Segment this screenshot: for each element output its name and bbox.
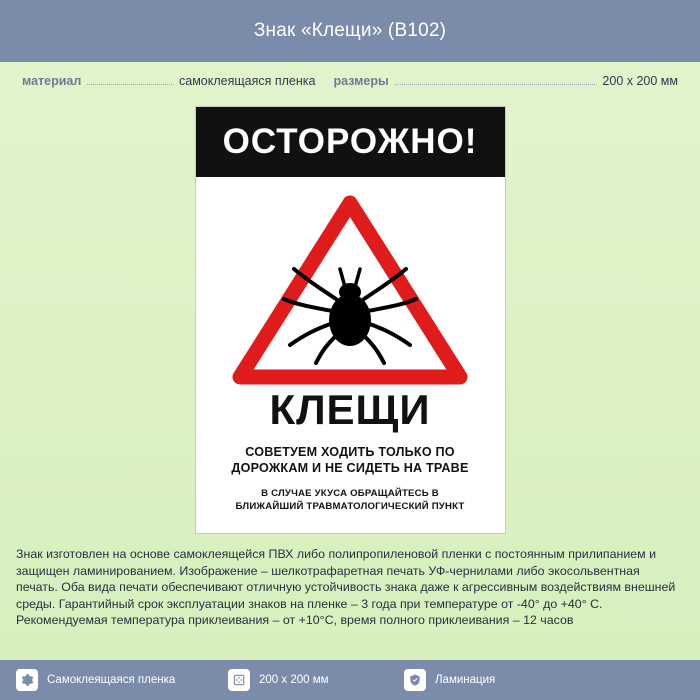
page-header — [0, 0, 700, 62]
sign-warning-word: ОСТОРОЖНО! — [222, 122, 478, 161]
spec-size — [333, 74, 678, 88]
sign-subtitle-line-2: ДОРОЖКАМ И НЕ СИДЕТЬ НА ТРАВЕ — [231, 460, 469, 475]
sign-subtitle — [231, 445, 468, 476]
footer-item-size-label: 200 x 200 мм — [259, 674, 329, 686]
footer-item-lamination — [404, 669, 495, 691]
footer-item-size — [228, 669, 378, 691]
material-gear-icon — [16, 669, 38, 691]
sign-body — [196, 177, 505, 533]
sign-subtitle-line-1: СОВЕТУЕМ ХОДИТЬ ТОЛЬКО ПО — [245, 445, 455, 459]
product-description: Знак изготовлен на основе самоклеящейся ПВХ либо полипропиленовой пленки с постоянным прилипанием и защищен ламинированием. Изображение – шелкотрафаретная печать УФ-чернилами либо экосольвентная печать. Оба вида печати обеспечивают отличную устойчивость знака даже к агрессивным воздействиям внешней среды. Гарантийный срок эксплуатации знаков на пленке – 3 года при температуре от -40° до +40° С. Рекомендуемая температура приклеивания – от +10°С, время полного приклеивания – 12 часов — [16, 547, 676, 627]
spec-dots — [87, 84, 174, 85]
spec-material-value: самоклеящаяся пленка — [179, 74, 316, 88]
spec-dots — [395, 84, 598, 85]
footer-item-material-label: Самоклеящаяся пленка — [47, 674, 176, 686]
sign-note-line-2: БЛИЖАЙШИЙ ТРАВМАТОЛОГИЧЕСКИЙ ПУНКТ — [235, 500, 465, 512]
spec-bar — [0, 62, 700, 100]
size-arrows-icon — [228, 669, 250, 691]
spec-material-label: материал — [22, 74, 82, 88]
sign-note — [236, 488, 465, 513]
sign-image-wrapper — [0, 100, 700, 534]
footer-bar — [0, 660, 700, 700]
footer-item-lamination-label: Ламинация — [435, 674, 496, 686]
spec-size-label: размеры — [333, 74, 389, 88]
lamination-shield-icon — [404, 669, 426, 691]
sign-top-band — [196, 107, 505, 177]
footer-item-material — [16, 669, 202, 691]
sign-main-word: КЛЕЩИ — [269, 386, 431, 433]
spec-size-value: 200 x 200 мм — [602, 74, 678, 88]
sign-image — [195, 106, 506, 534]
spec-material — [22, 74, 315, 88]
page-title: Знак «Клещи» (B102) — [253, 20, 447, 41]
tick-warning-triangle-icon — [232, 195, 468, 385]
sign-note-line-1: В СЛУЧАЕ УКУСА ОБРАЩАЙТЕСЬ В — [261, 488, 439, 500]
